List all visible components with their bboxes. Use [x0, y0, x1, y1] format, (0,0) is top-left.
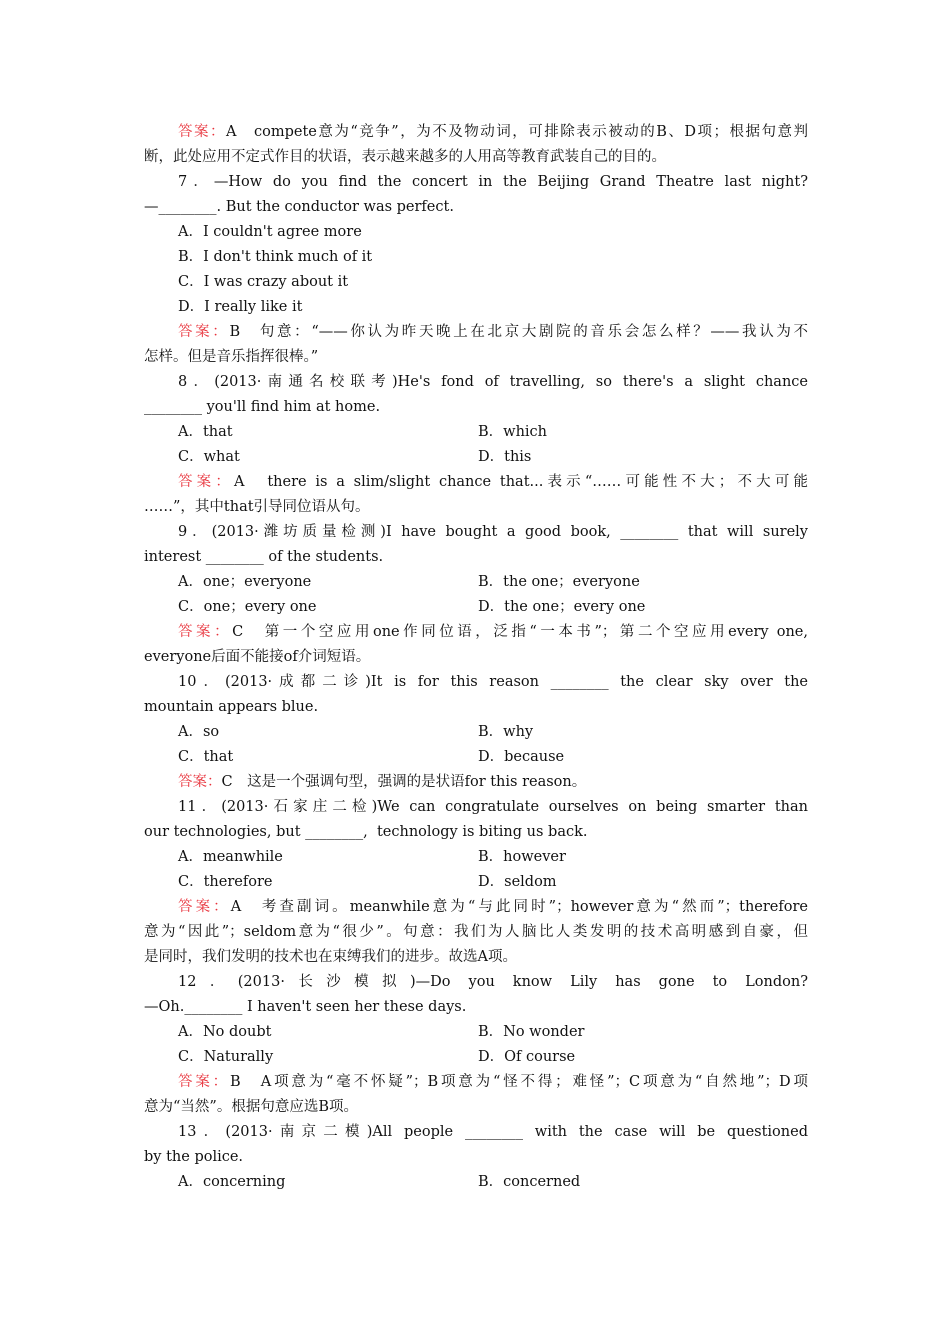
line-text: A 考查副词。meanwhile意为“与此同时”；however意为“然而”；therefore — [230, 899, 808, 915]
option-item: D．because — [478, 749, 565, 765]
answer-block — [144, 770, 808, 795]
option-row — [144, 420, 808, 445]
line-text: everyone后面不能接of介词短语。 — [144, 649, 371, 665]
line-text: ________ you'll find him at home. — [144, 399, 381, 415]
document-page — [144, 120, 808, 1195]
line-text: 12．(2013·长沙模拟)—Do you know Lily has gone to London? — [178, 974, 808, 990]
answer-label: 答案： — [178, 474, 235, 490]
answer-label: 答案： — [178, 899, 231, 915]
option-item: B．No wonder — [478, 1024, 585, 1040]
option-item: B．why — [478, 724, 534, 740]
option-item: A．No doubt — [178, 1024, 272, 1040]
option-row — [144, 595, 808, 620]
answer-label: 答案： — [178, 774, 222, 790]
line-text: our technologies, but ________, technology is biting us back. — [144, 824, 588, 840]
question-block — [144, 370, 808, 470]
question-line — [144, 170, 808, 195]
line-text: —________. But the conductor was perfect. — [144, 199, 454, 215]
line-text: —Oh.________ I haven't seen her these days. — [144, 999, 467, 1015]
question-line — [144, 1145, 808, 1170]
option-item: B．however — [478, 849, 566, 865]
option-item: A．so — [178, 724, 220, 740]
option-row — [144, 1045, 808, 1070]
question-block — [144, 1120, 808, 1195]
option-item: B．concerned — [478, 1174, 581, 1190]
option-row — [144, 720, 808, 745]
line-text: 断，此处应用不定式作目的状语，表示越来越多的人用高等教育武装自己的目的。 — [144, 149, 666, 165]
question-block — [144, 970, 808, 1070]
option-item: A．I couldn't agree more — [178, 224, 362, 240]
line-text: 11．(2013·石家庄二检)We can congratulate ourselves on being smarter than — [178, 799, 808, 815]
line-text: mountain appears blue. — [144, 699, 319, 715]
answer-label: 答案： — [178, 624, 233, 640]
option-item: C．Naturally — [178, 1049, 274, 1065]
answer-line — [144, 895, 808, 920]
line-text: 13．(2013·南京二模)All people ________ with the case will be questioned — [178, 1124, 808, 1140]
option-row — [144, 1020, 808, 1045]
option-row — [144, 870, 808, 895]
line-text: C 这是一个强调句型，强调的是状语for this reason。 — [221, 774, 587, 790]
answer-line — [144, 120, 808, 145]
option-row — [144, 1170, 808, 1195]
question-line — [144, 1120, 808, 1145]
answer-block — [144, 320, 808, 370]
line-text: 意为“当然”。根据句意应选B项。 — [144, 1099, 358, 1115]
option-row — [144, 745, 808, 770]
question-line — [144, 395, 808, 420]
line-text: interest ________ of the students. — [144, 549, 384, 565]
option-item: C．what — [178, 449, 240, 465]
answer-block — [144, 470, 808, 520]
option-item: B．which — [478, 424, 548, 440]
option-item: B．the one；everyone — [478, 574, 640, 590]
question-line — [144, 795, 808, 820]
question-line — [144, 195, 808, 220]
question-block — [144, 170, 808, 320]
option-item: C．that — [178, 749, 234, 765]
question-line — [144, 695, 808, 720]
option-item: D．Of course — [478, 1049, 576, 1065]
answer-line — [144, 920, 808, 945]
option-item: A．one；everyone — [178, 574, 312, 590]
answer-line — [144, 470, 808, 495]
answer-line — [144, 495, 808, 520]
option-item: A．concerning — [178, 1174, 286, 1190]
option-row — [144, 845, 808, 870]
line-text: 10．(2013·成都二诊)It is for this reason ________ the clear sky over the — [178, 674, 808, 690]
option-item: C．one；every one — [178, 599, 317, 615]
answer-line — [144, 645, 808, 670]
option-row — [144, 570, 808, 595]
option-item: C．therefore — [178, 874, 273, 890]
option-row — [144, 445, 808, 470]
line-text: 意为“因此”；seldom意为“很少”。句意：我们为人脑比人类发明的技术高明感到自豪，但 — [144, 924, 808, 940]
option-item: B．I don't think much of it — [178, 249, 373, 265]
answer-line — [144, 145, 808, 170]
question-line — [144, 820, 808, 845]
answer-line — [144, 770, 808, 795]
answer-block — [144, 120, 808, 170]
option-item: D．I really like it — [178, 299, 303, 315]
line-text: A there is a slim/slight chance that...表示“……可能性不大；不大可能 — [234, 474, 808, 490]
question-line — [144, 370, 808, 395]
answer-line — [144, 1070, 808, 1095]
answer-label: 答案： — [178, 124, 227, 140]
line-text: 8．(2013·南通名校联考)He's fond of travelling, so there's a slight chance — [178, 374, 808, 390]
option-item: D．the one；every one — [478, 599, 646, 615]
line-text: C 第一个空应用one作同位语，泛指“一本书”；第二个空应用every one, — [232, 624, 808, 640]
answer-block — [144, 620, 808, 670]
option-item: D．seldom — [478, 874, 557, 890]
option-item: A．meanwhile — [178, 849, 283, 865]
line-text: B A项意为“毫不怀疑”；B项意为“怪不得；难怪”；C项意为“自然地”；D项 — [229, 1074, 809, 1090]
question-block — [144, 670, 808, 770]
line-text: ……”，其中that引导同位语从句。 — [144, 499, 370, 515]
question-line — [144, 995, 808, 1020]
answer-block — [144, 895, 808, 970]
answer-line — [144, 320, 808, 345]
question-block — [144, 795, 808, 895]
option-item: C．I was crazy about it — [178, 274, 349, 290]
question-line — [144, 670, 808, 695]
question-line — [144, 970, 808, 995]
question-line — [144, 520, 808, 545]
line-text: by the police. — [144, 1149, 244, 1165]
answer-label: 答案： — [178, 1074, 230, 1090]
option-item: D．this — [478, 449, 532, 465]
line-text: 是同时，我们发明的技术也在束缚我们的进步。故选A项。 — [144, 949, 517, 965]
question-block — [144, 520, 808, 620]
answer-line — [144, 620, 808, 645]
line-text: B 句意：“——你认为昨天晚上在北京大剧院的音乐会怎么样？——我认为不 — [229, 324, 808, 340]
line-text: A compete意为“竞争”，为不及物动词，可排除表示被动的B、D项；根据句意判 — [226, 124, 809, 140]
answer-line — [144, 345, 808, 370]
answer-block — [144, 1070, 808, 1120]
line-text: 9．(2013·潍坊质量检测)I have bought a good book, ________ that will surely — [178, 524, 808, 540]
answer-line — [144, 1095, 808, 1120]
answer-label: 答案： — [178, 324, 230, 340]
answer-line — [144, 945, 808, 970]
line-text: 怎样。但是音乐指挥很棒。” — [144, 349, 319, 365]
question-line — [144, 545, 808, 570]
option-item: A．that — [178, 424, 233, 440]
line-text: 7．—How do you find the concert in the Beijing Grand Theatre last night? — [178, 174, 808, 190]
